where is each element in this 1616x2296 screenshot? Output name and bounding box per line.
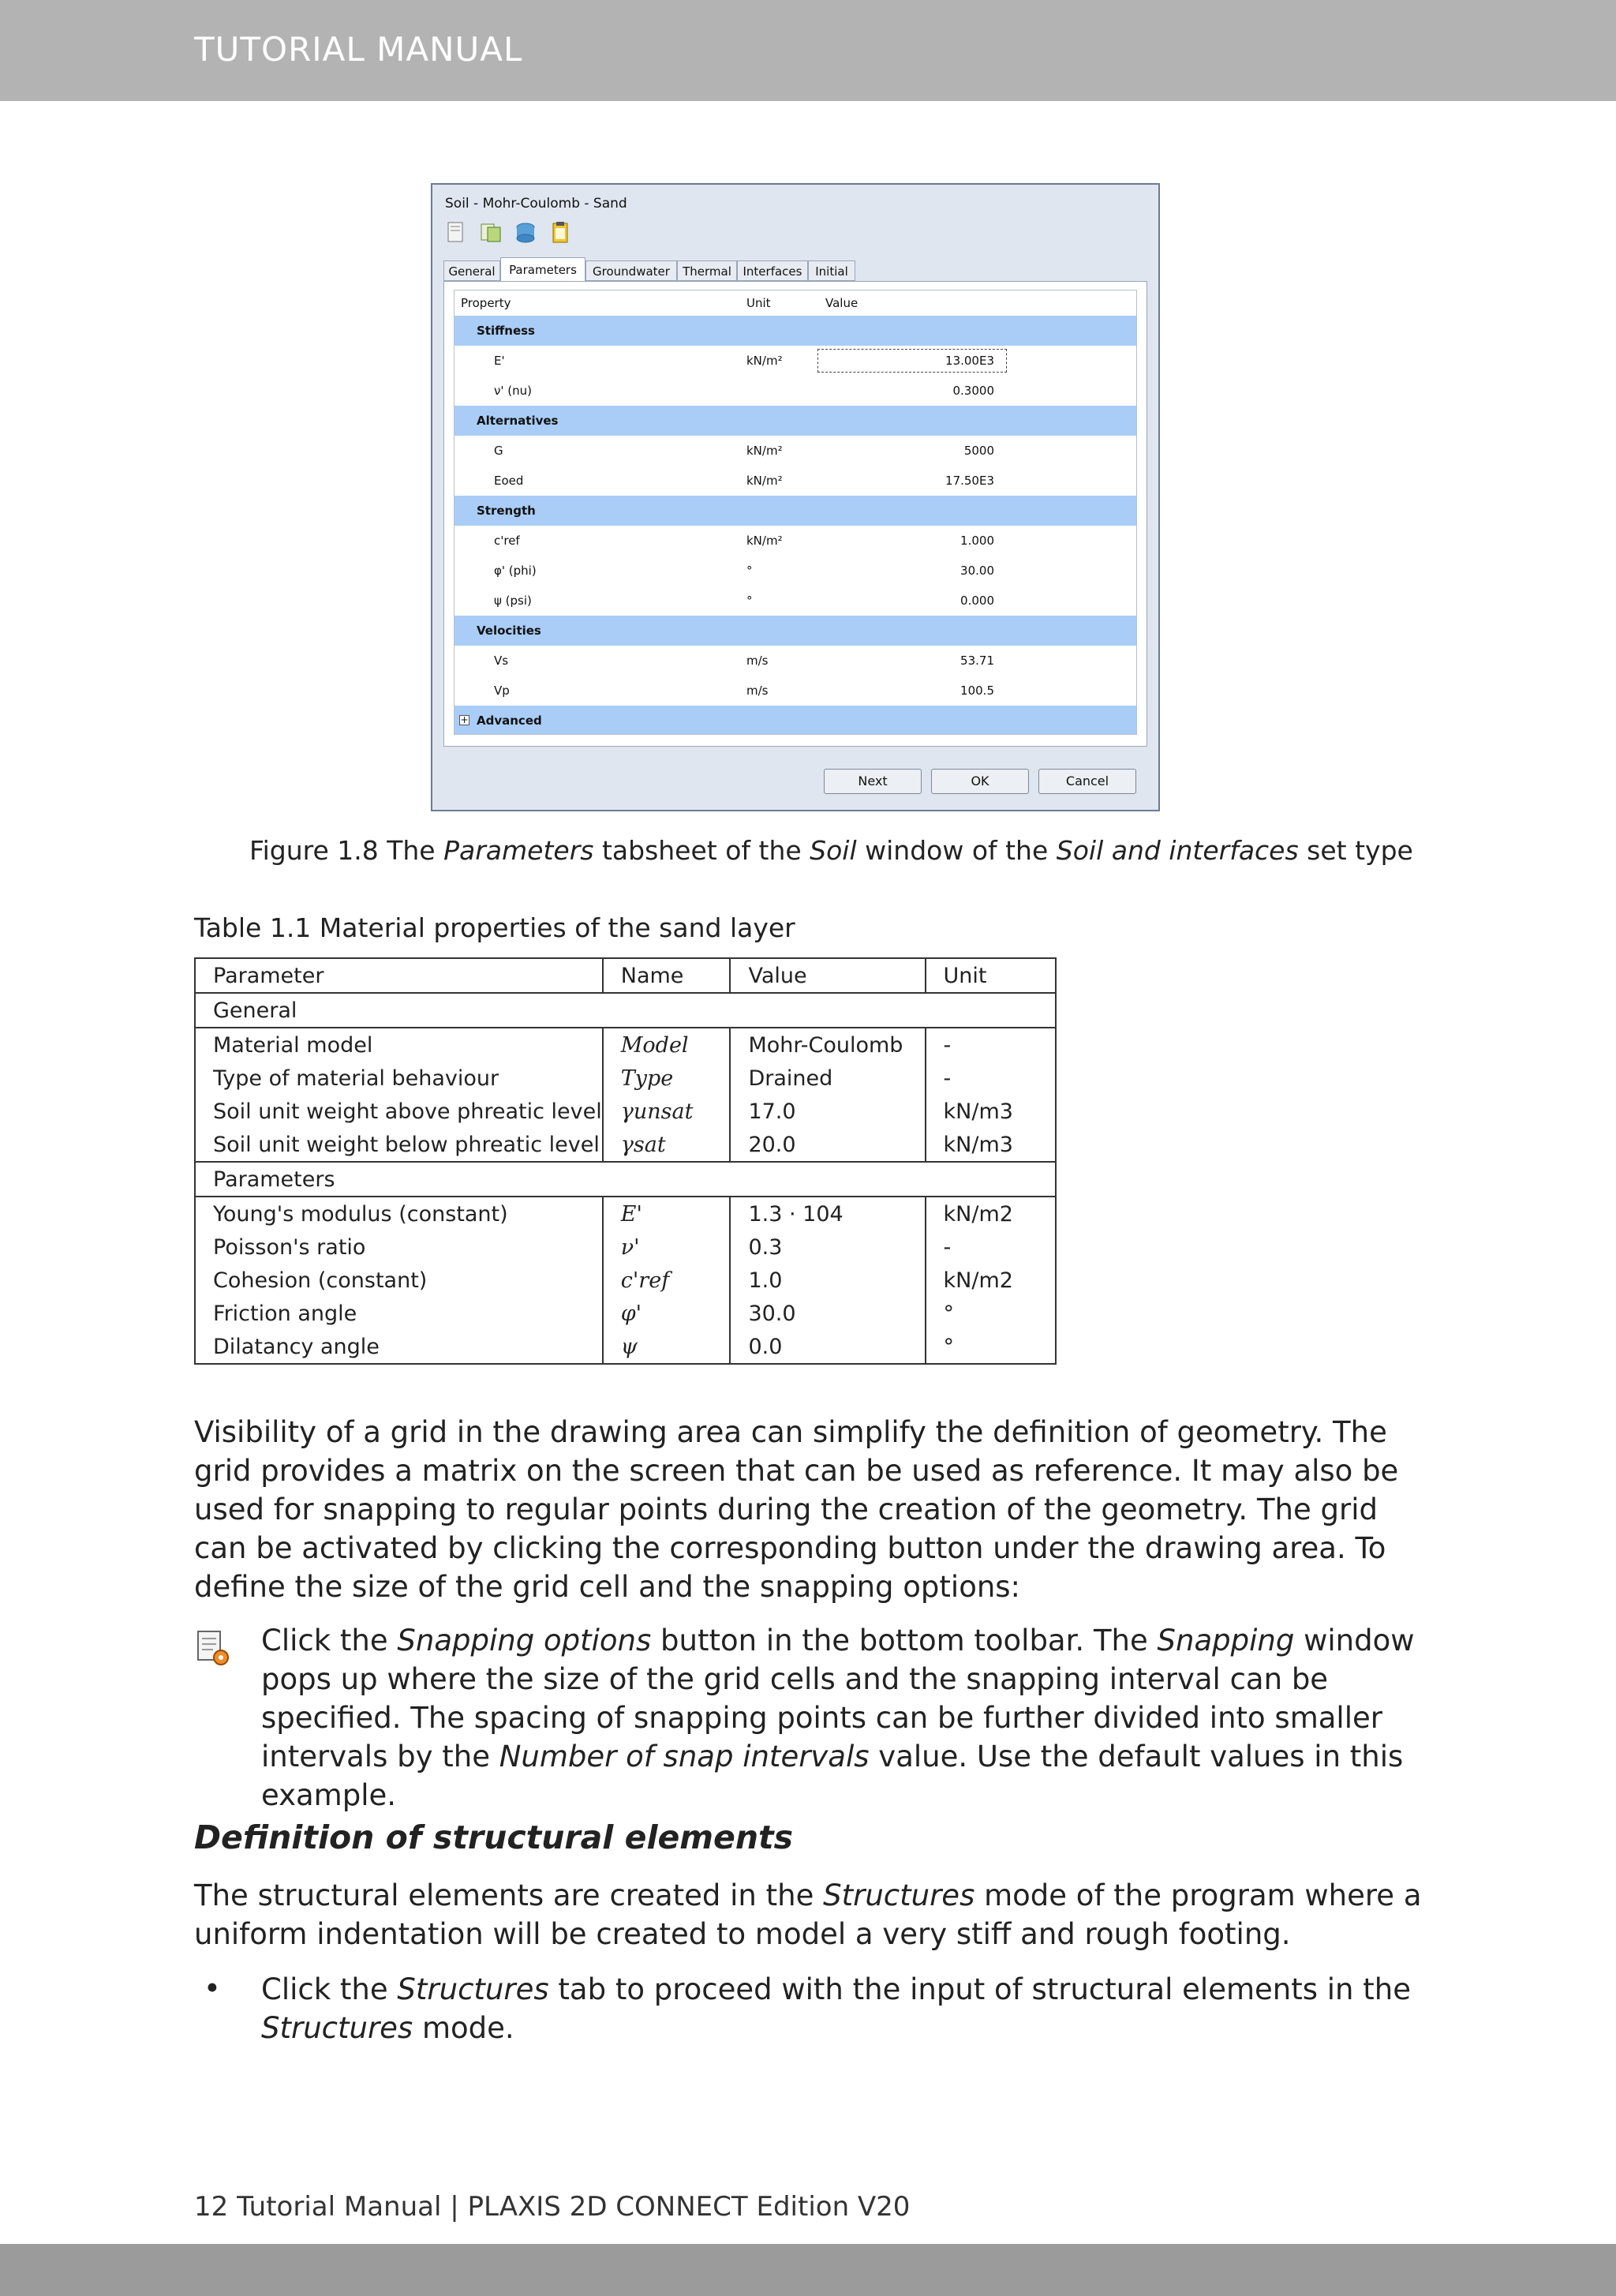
cell-parameter: Friction angle (195, 1297, 603, 1330)
paragraph-structural-elements (194, 1876, 1425, 1953)
page-footer-text: 12 Tutorial Manual | PLAXIS 2D CONNECT Edition V20 (194, 2191, 911, 2223)
row-unit: ° (746, 564, 753, 578)
cancel-button[interactable]: Cancel (1038, 769, 1136, 794)
row-cref[interactable] (454, 526, 1136, 556)
grid-header-unit: Unit (746, 296, 771, 310)
tab-initial[interactable]: Initial (808, 260, 855, 281)
section-heading: Definition of structural elements (194, 1818, 794, 1856)
cell-unit: kN/m2 (926, 1197, 1056, 1230)
grid-header (454, 290, 1136, 316)
row-name: Eoed (494, 474, 524, 488)
tab-parameters[interactable]: Parameters (500, 257, 585, 283)
category-strength[interactable] (454, 496, 1136, 526)
row-g[interactable] (454, 436, 1136, 466)
new-document-icon[interactable] (443, 219, 469, 245)
cell-parameter: Poisson's ratio (195, 1230, 603, 1264)
table-row (195, 1095, 1056, 1128)
row-name: E' (494, 354, 505, 368)
header-title: TUTORIAL MANUAL (194, 30, 523, 69)
cell-value: 1.0 (730, 1264, 925, 1297)
ok-button[interactable]: OK (931, 769, 1029, 794)
category-label: Velocities (477, 624, 541, 638)
cell-parameter: Dilatancy angle (195, 1330, 603, 1364)
step-text: Click the (261, 1972, 398, 2006)
section-label: General (195, 993, 1056, 1028)
section-row-general (195, 993, 1056, 1028)
row-phi[interactable] (454, 556, 1136, 586)
cell-parameter: Material model (195, 1028, 603, 1062)
cell-unit: - (926, 1230, 1056, 1264)
cell-name: Model (603, 1028, 731, 1062)
step-text: mode. (413, 2011, 514, 2045)
row-name: ν' (nu) (494, 384, 532, 398)
row-nu[interactable] (454, 376, 1136, 406)
row-value[interactable]: 30.00 (960, 564, 994, 578)
clipboard-icon[interactable] (548, 219, 573, 245)
row-value[interactable]: 0.000 (960, 594, 994, 608)
row-vs[interactable] (454, 646, 1136, 676)
cell-name: ν' (603, 1230, 731, 1264)
page-header (0, 0, 1616, 101)
caption-emphasis: Soil and interfaces (1056, 835, 1299, 866)
cell-name: ψ (603, 1330, 731, 1364)
expand-plus-icon[interactable]: + (460, 714, 469, 725)
category-label: Alternatives (477, 414, 559, 428)
figure-caption (249, 835, 1413, 866)
table-row (195, 1330, 1056, 1364)
row-name: φ' (phi) (494, 564, 537, 578)
section-label: Parameters (195, 1162, 1056, 1197)
row-vp[interactable] (454, 676, 1136, 706)
row-unit: ° (746, 594, 753, 608)
step-emphasis: Snapping options (397, 1624, 652, 1657)
header-parameter: Parameter (195, 958, 603, 993)
caption-text: window of the (856, 835, 1057, 866)
cell-name: E' (603, 1197, 731, 1230)
soil-dialog-screenshot (431, 183, 1160, 811)
cell-value: 0.0 (730, 1330, 925, 1364)
snapping-options-icon (194, 1629, 234, 1669)
row-unit: kN/m² (746, 444, 783, 458)
cell-unit: kN/m3 (926, 1128, 1056, 1162)
category-alternatives[interactable] (454, 406, 1136, 436)
cell-parameter: Soil unit weight above phreatic level (195, 1095, 603, 1128)
cell-value: 0.3 (730, 1230, 925, 1264)
row-value[interactable]: 53.71 (960, 654, 994, 668)
step-emphasis: Structures (397, 1972, 549, 2006)
paragraph-grid-visibility: Visibility of a grid in the drawing area can simplify the definition of geometry. The grid provides a matrix on the screen that can be used as reference. It may also be used for snapping to regular points during the creation of the geometry. The grid can be activated by clicking the corresponding button under the drawing area. To define the size of the grid cell and the snapping options: (194, 1415, 1399, 1604)
para-text: The structural elements are created in the (194, 1878, 824, 1912)
category-label: Stiffness (477, 324, 535, 338)
cell-parameter: Young's modulus (constant) (195, 1197, 603, 1230)
tab-groundwater[interactable]: Groundwater (585, 260, 677, 281)
row-value[interactable]: 5000 (963, 444, 994, 458)
cell-parameter: Cohesion (constant) (195, 1264, 603, 1297)
row-value[interactable]: 0.3000 (952, 384, 994, 398)
step-text: tab to proceed with the input of structural elements in the (548, 1972, 1411, 2006)
caption-emphasis: Parameters (443, 835, 594, 866)
cell-value: Mohr-Coulomb (730, 1028, 925, 1062)
page-footer-bar (0, 2244, 1616, 2296)
caption-text: tabsheet of the (593, 835, 810, 866)
cell-unit: kN/m3 (926, 1095, 1056, 1128)
cell-value: 30.0 (730, 1297, 925, 1330)
grid-header-value: Value (825, 296, 858, 310)
row-psi[interactable] (454, 586, 1136, 616)
row-eoed[interactable] (454, 466, 1136, 496)
step-structures-tab (261, 1970, 1426, 2047)
dialog-title: Soil - Mohr-Coulomb - Sand (445, 196, 627, 212)
cell-value: Drained (730, 1062, 925, 1095)
table-row (195, 1128, 1056, 1162)
caption-text: Figure 1.8 The (249, 835, 444, 866)
copy-material-icon[interactable] (478, 219, 503, 245)
cell-value: 17.0 (730, 1095, 925, 1128)
tab-interfaces[interactable]: Interfaces (737, 260, 808, 281)
row-unit: kN/m² (746, 534, 783, 548)
grid-header-property: Property (461, 296, 511, 310)
row-value[interactable]: 1.000 (960, 534, 994, 548)
para-text: mode of the program where a uniform indentation will be created to model a very stiff and rough footing. (194, 1878, 1422, 1951)
cell-unit: - (926, 1028, 1056, 1062)
row-unit: m/s (746, 654, 769, 668)
step-emphasis: Structures (261, 2011, 413, 2045)
cell-name: φ' (603, 1297, 731, 1330)
caption-text: set type (1298, 835, 1413, 866)
cell-value: 1.3 · 104 (730, 1197, 925, 1230)
step-text: window pops up where the size of the grid cells and the snapping interval can be specified. The spacing of snapping points can be further divided into smaller intervals by the (261, 1624, 1415, 1774)
step-snapping-options (261, 1621, 1426, 1815)
table-row (195, 1230, 1056, 1264)
table-row (195, 1197, 1056, 1230)
database-icon[interactable] (513, 219, 538, 245)
category-stiffness[interactable] (454, 316, 1136, 346)
table-title: Table 1.1 Material properties of the sand layer (194, 912, 795, 943)
tab-thermal[interactable]: Thermal (677, 260, 737, 281)
cell-name: c'ref (603, 1264, 731, 1297)
category-advanced[interactable] (454, 706, 1136, 735)
row-unit: kN/m² (746, 354, 783, 368)
row-unit: kN/m² (746, 474, 783, 488)
header-unit: Unit (926, 958, 1056, 993)
step-text: value. Use the default values in this example. (261, 1740, 1404, 1812)
cell-name: γunsat (603, 1095, 731, 1128)
table-row (195, 1264, 1056, 1297)
row-name: c'ref (494, 534, 520, 548)
tab-general[interactable]: General (443, 260, 500, 281)
category-velocities[interactable] (454, 616, 1136, 646)
row-value[interactable]: 100.5 (960, 684, 994, 698)
step-emphasis: Number of snap intervals (499, 1740, 870, 1774)
cell-unit: kN/m2 (926, 1264, 1056, 1297)
next-button[interactable]: Next (824, 769, 922, 794)
step-emphasis: Snapping (1157, 1624, 1295, 1657)
cell-parameter: Type of material behaviour (195, 1062, 603, 1095)
parameters-panel (443, 281, 1147, 747)
header-name: Name (603, 958, 731, 993)
property-grid (454, 290, 1137, 735)
row-value[interactable]: 17.50E3 (945, 474, 994, 488)
cell-name: γsat (603, 1128, 731, 1162)
category-label: Strength (477, 504, 536, 518)
row-name: ψ (psi) (494, 594, 532, 608)
header-value: Value (730, 958, 925, 993)
caption-emphasis: Soil (810, 835, 857, 866)
cell-parameter: Soil unit weight below phreatic level (195, 1128, 603, 1162)
row-name: Vs (494, 654, 509, 668)
table-row (195, 1062, 1056, 1095)
section-row-parameters (195, 1162, 1056, 1197)
row-name: G (494, 444, 503, 458)
row-name: Vp (494, 684, 510, 698)
cell-unit: ° (926, 1330, 1056, 1364)
row-value[interactable]: 13.00E3 (945, 354, 994, 368)
cell-unit: - (926, 1062, 1056, 1095)
cell-unit: ° (926, 1297, 1056, 1330)
bullet-dot: • (204, 1972, 221, 2006)
para-emphasis: Structures (823, 1878, 975, 1912)
table-row (195, 1028, 1056, 1062)
step-text: button in the bottom toolbar. The (651, 1624, 1158, 1657)
table-row (195, 1297, 1056, 1330)
table-header-row (195, 958, 1056, 993)
cell-name: Type (603, 1062, 731, 1095)
step-text: Click the (261, 1624, 398, 1657)
row-e-prime[interactable] (454, 346, 1136, 376)
material-properties-table (194, 957, 1057, 1365)
row-unit: m/s (746, 684, 769, 698)
category-label: Advanced (477, 714, 542, 728)
cell-value: 20.0 (730, 1128, 925, 1162)
